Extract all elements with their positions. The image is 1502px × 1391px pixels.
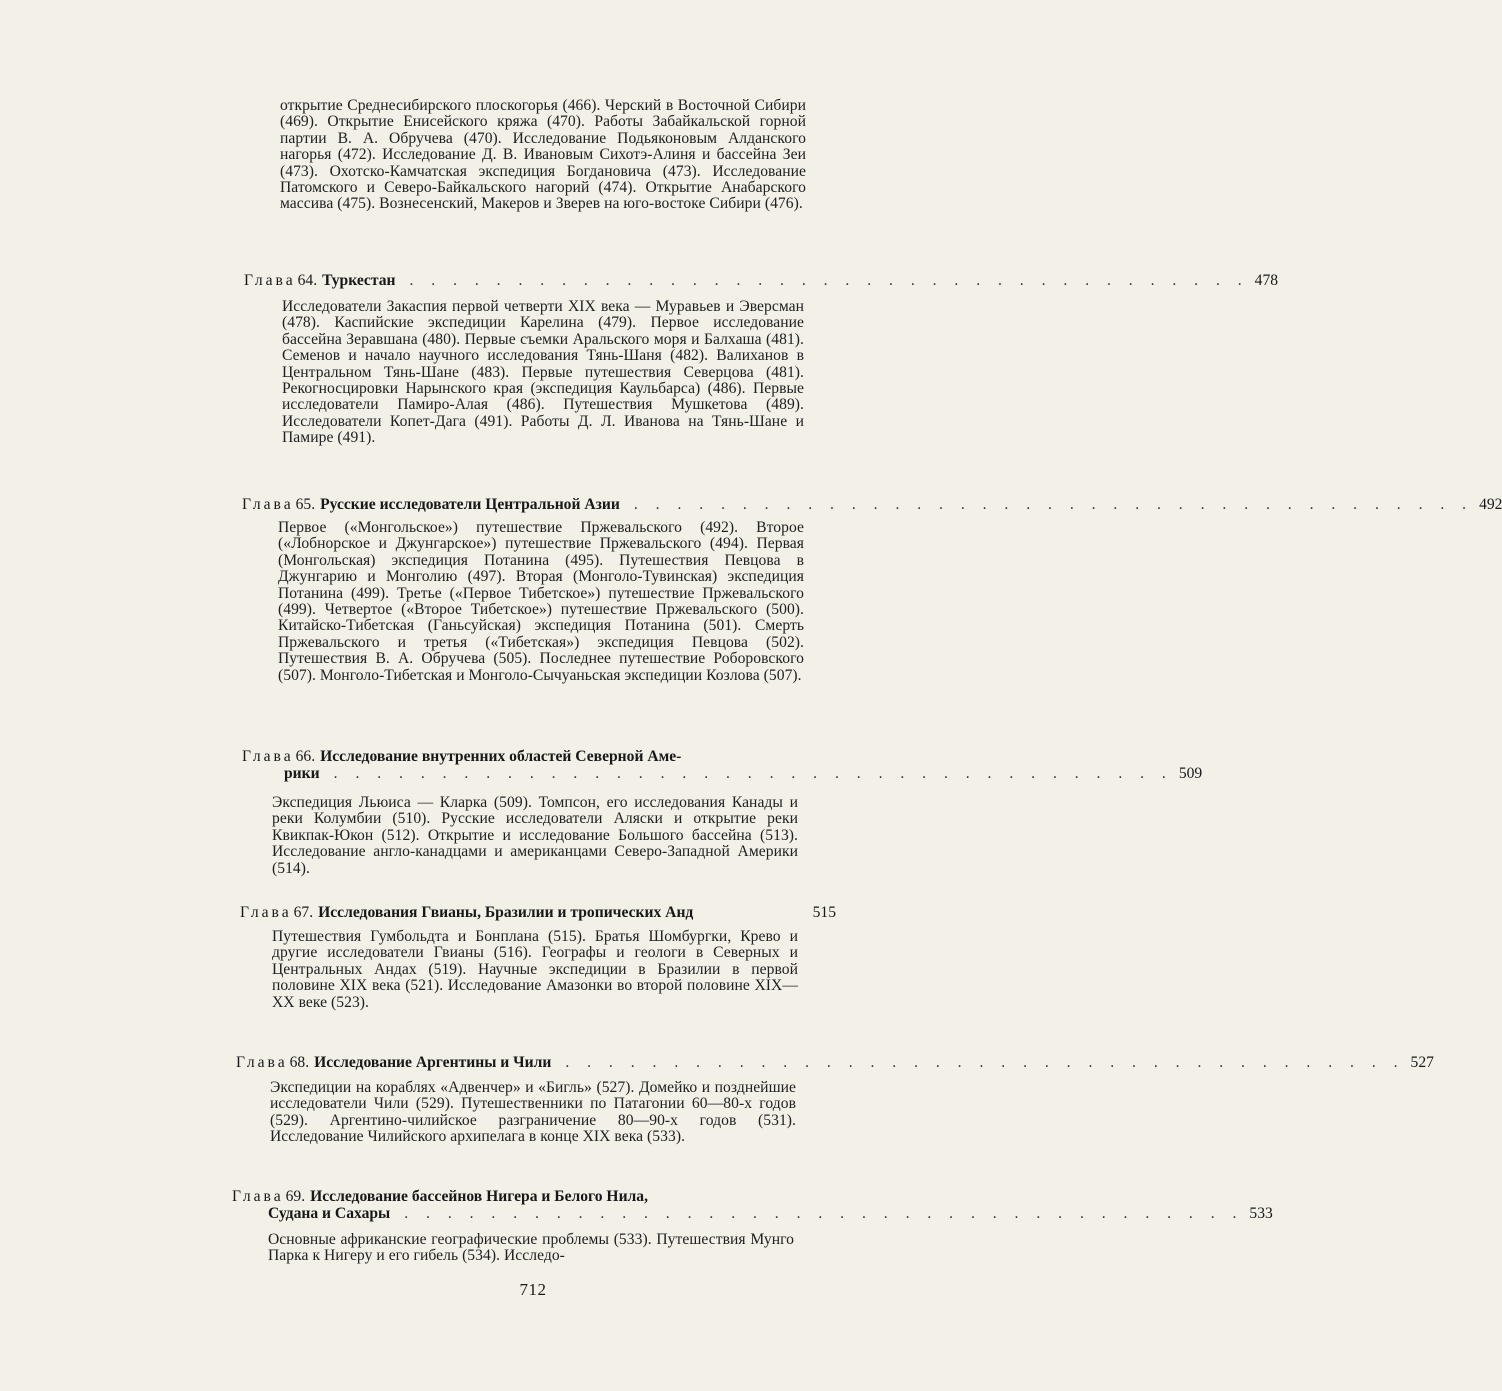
chapter-number: 65. — [295, 496, 316, 513]
intro-paragraph: открытие Среднесибирского плоскогорья (466). Черский в Восточной Сибири (469). Открытие Енисейского кряжа (470). Работы Забайкальской горной партии В. А. Обручева (470). Исследование Подьяконовым Алданского нагорья (472). Исследование Д. В. Ивановым Сихотэ-Алиня и бассейна Зеи (473). Охотско-Камчатская экспедиция Богдановича (473). Исследование Патомского и Северо-Байкальского нагорий (474). Открытие Анабарского массива (475). Вознесенский, Макеров и Зверев на юго-востоке Сибири (476). — [280, 97, 806, 213]
chapter-title: Русские исследователи Центральной Азии — [320, 496, 620, 513]
chapter-summary: Путешествия Гумбольдта и Бонплана (515). Братья Шомбургки, Крево и другие исследователи Гвианы (516). Географы и геологи в Северных и Центральных Андах (519). Научные экспедиции в Бразилии в первой половине XIX века (521). Исследование Амазонки во второй половине XIX—XX веке (523). — [272, 928, 798, 1011]
chapter-title-line-2: Судана и Сахары — [268, 1204, 391, 1222]
leader-dots: . . . . . . . . . . . . . . . . . . . . . . . . . . . . . . . . . . . . . . . — [633, 496, 1474, 513]
chapter-label: Глава — [240, 904, 292, 921]
chapter-67-summary-block — [272, 929, 798, 1011]
chapter-68-heading — [236, 1054, 1434, 1072]
chapter-label: Глава — [232, 1188, 284, 1205]
chapter-title-line-1: Исследование внутренних областей Северной Аме- — [320, 748, 682, 765]
chapter-page: 515 — [812, 904, 836, 921]
chapter-page: 478 — [1254, 272, 1279, 289]
chapter-summary: Экспедиция Льюиса — Кларка (509). Томпсон, его исследования Канады и реки Колумбии (510). Русские исследователи Аляски и открытие реки Квикпак-Юкон (512). Открытие и исследование Большого бассейна (513). Исследование англо-канадцами и американцами Северо-Западной Америки (514). — [272, 794, 798, 877]
chapter-label: Глава — [236, 1054, 288, 1071]
chapter-summary: Основные африканские географические проблемы (533). Путешествия Мунго Парка к Нигеру и его гибель (534). Исследо- — [268, 1231, 794, 1265]
chapter-number: 66. — [295, 748, 316, 765]
chapter-page: 527 — [1410, 1054, 1434, 1071]
chapter-69-heading — [232, 1188, 1273, 1222]
chapter-number: 69. — [285, 1188, 306, 1205]
chapter-title-line-2: рики — [284, 764, 320, 782]
leader-dots: . . . . . . . . . . . . . . . . . . . . . . . . . . . . . . . . . . . . . . . — [409, 272, 1249, 289]
chapter-65-summary-block — [278, 520, 804, 684]
chapter-69-summary-block — [268, 1232, 794, 1265]
leader-dots: . . . . . . . . . . . . . . . . . . . . . . . . . . . . . . . . . . . . . . . — [565, 1054, 1405, 1071]
chapter-page: 509 — [1178, 764, 1203, 782]
page-number: 712 — [519, 1280, 547, 1299]
chapter-page: 492 — [1479, 496, 1502, 513]
intro-block — [280, 98, 806, 213]
chapter-67-heading — [240, 905, 836, 922]
chapter-number: 68. — [289, 1054, 310, 1071]
chapter-66-summary-block — [272, 795, 798, 877]
chapter-title: Исследование Аргентины и Чили — [314, 1054, 552, 1071]
chapter-page: 533 — [1249, 1204, 1273, 1222]
chapter-summary: Первое («Монгольское») путешествие Пржевальского (492). Второе («Лобнорское и Джунгарское») путешествие Пржевальского (494). Первая (Монгольская) экспедиция Потанина (495). Путешествия Певцова в Джунгарию и Монголию (497). Вторая (Монголо-Тувинская) экспедиция Потанина (499). Третье («Первое Тибетское») путешествие Пржевальского (499). Четвертое («Второе Тибетское») путешествие Пржевальского (500). Китайско-Тибетская (Ганьсуйская) экспедиция Потанина (501). Смерть Пржевальского и третья («Тибетская») экспедиция Певцова (502). Путешествия В. А. Обручева (505). Последнее путешествие Роборовского (507). Монголо-Тибетская и Монголо-Сычуаньская экспедиции Козлова (507). — [278, 519, 804, 684]
leader-dots: . . . . . . . . . . . . . . . . . . . . . . . . . . . . . . . . . . . . . . . — [333, 764, 1173, 782]
chapter-number: 64. — [297, 272, 318, 289]
chapter-title: Исследования Гвианы, Бразилии и тропических Анд — [318, 904, 694, 921]
chapter-68-summary-block — [270, 1080, 796, 1146]
chapter-summary: Исследователи Закаспия первой четверти XIX века — Муравьев и Эверсман (478). Каспийские экспедиции Карелина (479). Первое исследование бассейна Зеравшана (480). Первые съемки Аральского моря и Балхаша (481). Семенов и начало научного исследования Тянь-Шаня (482). Валиханов в Центральном Тянь-Шане (483). Первые путешествия Северцова (481). Рекогносцировки Нарынского края (экспедиция Каульбарса) (486). Первые исследователи Памиро-Алая (486). Путешествия Мушкетова (489). Исследователи Копет-Дага (491). Работы Д. Л. Иванова на Тянь-Шане и Памире (491). — [282, 298, 804, 447]
leader-dots: . . . . . . . . . . . . . . . . . . . . . . . . . . . . . . . . . . . . . . . — [404, 1204, 1244, 1222]
chapter-title-line-1: Исследование бассейнов Нигера и Белого Нила, — [310, 1188, 648, 1205]
chapter-title: Туркестан — [322, 272, 396, 289]
chapter-64-heading — [244, 272, 1279, 290]
chapter-number: 67. — [293, 904, 314, 921]
chapter-summary: Экспедиции на кораблях «Адвенчер» и «Бигль» (527). Домейко и позднейшие исследователи Чили (529). Путешественники по Патагонии 60—80-х годов (529). Аргентино-чилийское разграничение 80—90-х годов (531). Исследование Чилийского архипелага в конце XIX века (533). — [270, 1079, 796, 1146]
chapter-64-summary-block — [282, 299, 804, 447]
chapter-66-heading — [242, 748, 1203, 782]
chapter-label: Глава — [242, 748, 294, 765]
chapter-label: Глава — [244, 272, 296, 289]
chapter-65-heading — [242, 496, 1502, 514]
chapter-label: Глава — [242, 496, 294, 513]
